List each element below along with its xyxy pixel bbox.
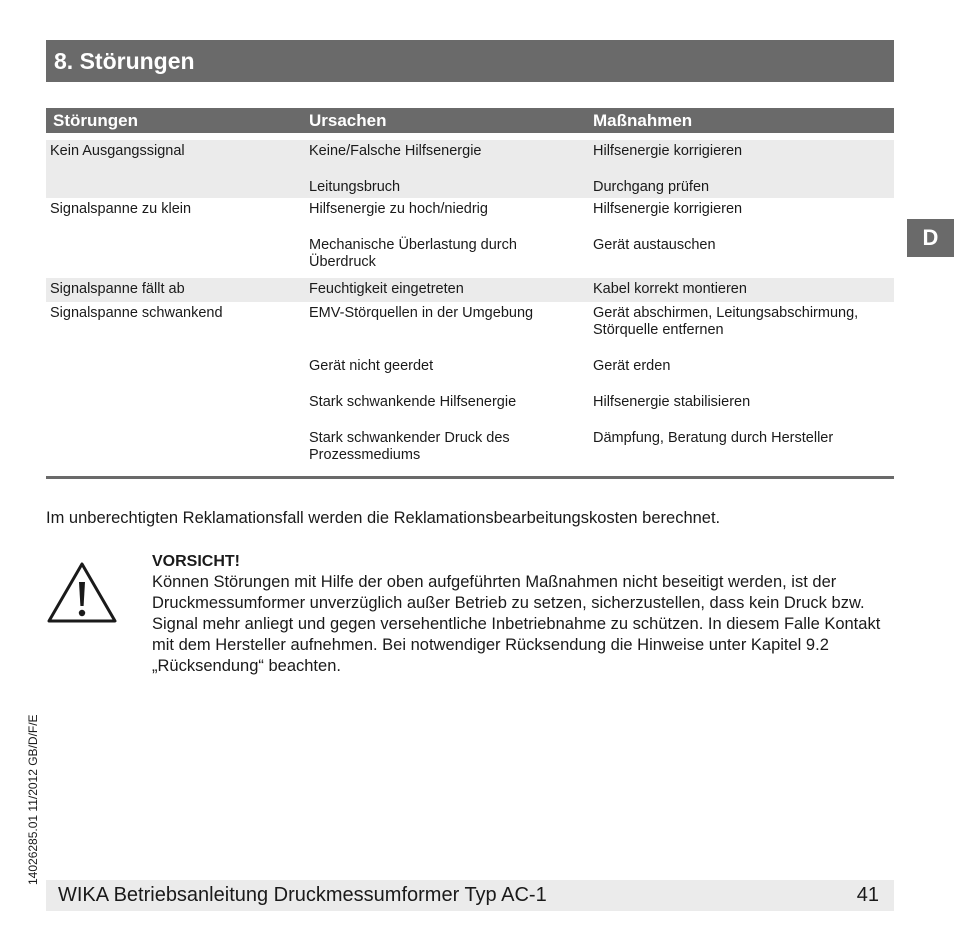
column-header-causes: Ursachen xyxy=(309,111,387,130)
table-row xyxy=(46,302,894,339)
page-footer xyxy=(46,880,894,911)
column-header-faults: Störungen xyxy=(53,111,138,130)
cause-cell: Hilfsenergie zu hoch/niedrig xyxy=(309,201,488,217)
fault-cell-empty xyxy=(46,391,304,411)
table-header-row xyxy=(46,108,894,133)
fault-cell: Signalspanne zu klein xyxy=(50,201,192,217)
table-row xyxy=(46,198,894,218)
action-cell: Hilfsenergie stabilisieren xyxy=(593,394,751,410)
column-header-actions: Maßnahmen xyxy=(593,111,693,130)
cause-cell: EMV-Störquellen in der Umgebung xyxy=(309,305,534,321)
action-cell: Hilfsenergie korrigieren xyxy=(593,143,743,159)
table-group-span-fluctuating xyxy=(46,302,894,474)
troubleshooting-table xyxy=(46,108,894,479)
action-cell: Dämpfung, Beratung durch Hersteller xyxy=(593,430,834,446)
table-group-span-too-small xyxy=(46,198,894,278)
action-cell: Gerät austauschen xyxy=(593,237,716,253)
action-cell: Durchgang prüfen xyxy=(593,179,710,195)
fault-cell-empty xyxy=(46,427,304,464)
table-group-span-drops xyxy=(46,278,894,302)
fault-cell-empty xyxy=(46,355,304,375)
table-row xyxy=(46,140,894,160)
cause-cell: Mechanische Überlastung durch Überdruck xyxy=(309,237,517,270)
fault-cell: Kein Ausgangssignal xyxy=(50,143,185,159)
page-number: 41 xyxy=(856,884,879,906)
document-code: 14026285.01 11/2012 GB/D/F/E xyxy=(26,714,40,885)
table-group-no-output-signal xyxy=(46,140,894,198)
warning-text: Können Störungen mit Hilfe der oben aufgeführten Maßnahmen nicht beseitigt werden, ist der Druckmessumformer unverzüglich außer Betrieb zu setzen, sicherzustellen, dass kein Druck bzw. Signal mehr anliegt und gegen versehentliche Inbetriebnahme zu schützen. In diesem Falle Kontakt mit dem Hersteller aufnehmen. Bei notwendiger Rücksendung die Hinweise unter Kapitel 9.2 „Rücksendung“ beachten. xyxy=(152,573,881,675)
warning-title: VORSICHT! xyxy=(152,553,240,570)
action-cell: Gerät abschirmen, Leitungsabschirmung, Störquelle entfernen xyxy=(593,305,859,338)
section-title: 8. Störungen xyxy=(46,40,894,82)
cause-cell: Stark schwankender Druck des Prozessmediums xyxy=(309,430,510,463)
action-cell: Gerät erden xyxy=(593,358,671,374)
action-cell: Hilfsenergie korrigieren xyxy=(593,201,743,217)
language-tab: D xyxy=(907,219,954,257)
table-row xyxy=(46,391,894,411)
cause-cell: Stark schwankende Hilfsenergie xyxy=(309,394,517,410)
table-row xyxy=(46,355,894,375)
table-row xyxy=(46,278,894,298)
warning-triangle-icon xyxy=(46,560,118,624)
cause-cell: Keine/Falsche Hilfsenergie xyxy=(309,143,482,159)
action-cell: Kabel korrekt montieren xyxy=(593,281,747,297)
fault-cell: Signalspanne schwankend xyxy=(50,305,223,321)
table-row xyxy=(46,234,894,271)
fault-cell-empty xyxy=(46,176,304,196)
fault-cell-empty xyxy=(46,234,304,271)
complaint-note: Im unberechtigten Reklamationsfall werden die Reklamationsbearbeitungskosten berechnet. xyxy=(46,509,721,527)
table-bottom-rule xyxy=(46,476,894,479)
fault-cell: Signalspanne fällt ab xyxy=(50,281,185,297)
cause-cell: Gerät nicht geerdet xyxy=(309,358,434,374)
cause-cell: Feuchtigkeit eingetreten xyxy=(309,281,464,297)
table-row xyxy=(46,427,894,464)
footer-title: WIKA Betriebsanleitung Druckmessumformer Typ AC-1 xyxy=(58,884,547,906)
cause-cell: Leitungsbruch xyxy=(309,179,401,195)
table-row xyxy=(46,176,894,196)
